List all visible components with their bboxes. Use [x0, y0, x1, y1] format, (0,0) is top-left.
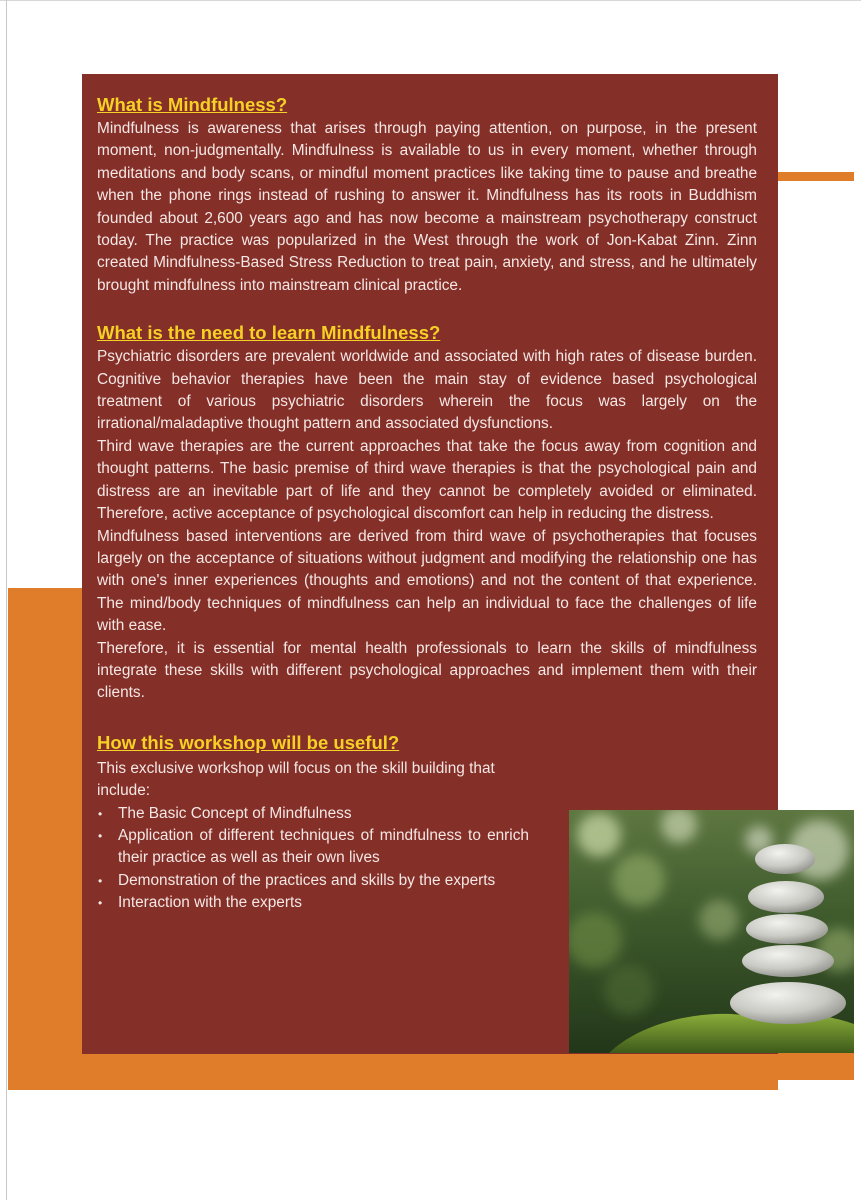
orange-accent-bar-top: [778, 172, 854, 181]
panel-text: [97, 92, 757, 915]
section-intro: This exclusive workshop will focus on the skill building that include:: [97, 759, 495, 800]
section-paragraph: Third wave therapies are the current approaches that take the focus away from cognition and thought patterns. The basic premise of third wave therapies is that the psychological pain and distress are an inevitable part of life and they cannot be completely avoided or eliminated. Therefore, active acceptance of psychological discomfort can help in reducing the distress.: [97, 437, 757, 523]
section-workshop-usefulness: [97, 730, 529, 915]
page-edge-left: [6, 0, 7, 1200]
stones-illustration: [569, 810, 854, 1053]
list-item: • Demonstration of the practices and skills by the experts: [97, 870, 529, 892]
section-what-is-mindfulness: [97, 92, 757, 297]
page-edge-top: [0, 0, 861, 1]
section-heading: What is the need to learn Mindfulness?: [97, 322, 441, 344]
section-paragraph: Psychiatric disorders are prevalent worldwide and associated with high rates of disease burden. Cognitive behavior therapies have been the main stay of evidence based psychological treatment of various psychiatric disorders wherein the focus was largely on the irrational/maladaptive thought pattern and associated dysfunctions.: [97, 348, 757, 433]
bullet-list: [97, 803, 529, 915]
list-item: • The Basic Concept of Mindfulness: [97, 803, 529, 825]
section-paragraph: Therefore, it is essential for mental health professionals to learn the skills of mindfulness integrate these skills with different psychological approaches and implement them with their clients.: [97, 639, 757, 702]
section-paragraph: Mindfulness based interventions are derived from third wave of psychotherapies that focuses largely on the acceptance of situations without judgment and modifying the relationship one has with one's inner experiences (thoughts and emotions) and not the content of that experience. The mind/body techniques of mindfulness can help an individual to face the challenges of life with ease.: [97, 527, 757, 635]
orange-accent-block-left: [8, 588, 82, 1090]
orange-accent-bar-bottom-right: [778, 1053, 854, 1080]
list-item: • Application of different techniques of mindfulness to enrich their practice as well as their own lives: [97, 825, 529, 870]
list-item: • Interaction with the experts: [97, 892, 529, 914]
stacked-stones-photo: [569, 810, 854, 1053]
section-need-to-learn: [97, 320, 757, 705]
section-heading: How this workshop will be useful?: [97, 731, 400, 753]
section-paragraph: Mindfulness is awareness that arises through paying attention, on purpose, in the present moment, non-judgmentally. Mindfulness is available to us in every moment, whether through meditations and body scans, or mindful moment practices like taking time to pause and breathe when the phone rings instead of rushing to answer it. Mindfulness has its roots in Buddhism founded about 2,600 years ago and has now become a mainstream psychotherapy construct today. The practice was popularized in the West through the work of Jon-Kabat Zinn. Zinn created Mindfulness-Based Stress Reduction to treat pain, anxiety, and stress, and he ultimately brought mindfulness into mainstream clinical practice.: [97, 120, 757, 294]
orange-accent-bar-bottom: [8, 1053, 778, 1090]
section-heading: What is Mindfulness?: [97, 94, 288, 115]
